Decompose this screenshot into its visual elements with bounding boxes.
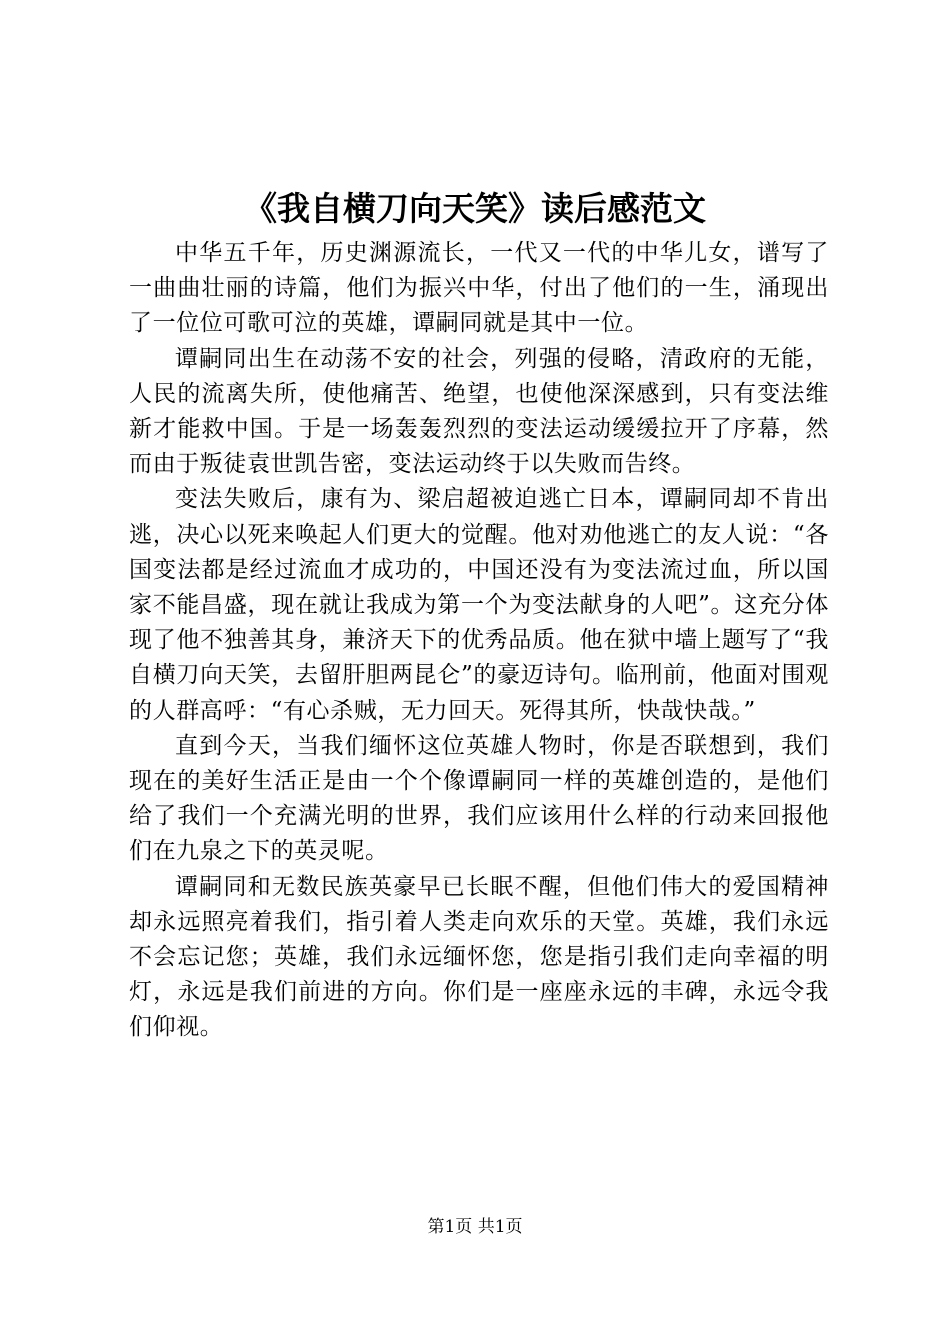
document-body <box>129 236 829 1046</box>
paragraph-3: 变法失败后，康有为、梁启超被迫逃亡日本，谭嗣同却不肯出逃，决心以死来唤起人们更大的觉醒。他对劝他逃亡的友人说：“各国变法都是经过流血才成功的，中国还没有为变法流过血，所以国家不能昌盛，现在就让我成为第一个为变法献身的人吧”。这充分体现了他不独善其身，兼济天下的优秀品质。他在狱中墙上题写了“我自横刀向天笑，去留肝胆两昆仑”的豪迈诗句。临刑前，他面对围观的人群高呼：“有心杀贼，无力回天。死得其所，快哉快哉。” <box>129 486 829 724</box>
paragraph-5: 谭嗣同和无数民族英豪早已长眠不醒，但他们伟大的爱国精神却永远照亮着我们，指引着人类走向欢乐的天堂。英雄，我们永远不会忘记您；英雄，我们永远缅怀您，您是指引我们走向幸福的明灯，永远是我们前进的方向。你们是一座座永远的丰碑，永远令我们仰视。 <box>129 873 829 1041</box>
page-number-footer: 第1页 共1页 <box>427 1217 523 1237</box>
paragraph-1: 中华五千年，历史渊源流长，一代又一代的中华儿女，谱写了一曲曲壮丽的诗篇，他们为振兴中华，付出了他们的一生，涌现出了一位位可歌可泣的英雄，谭嗣同就是其中一位。 <box>129 240 829 337</box>
paragraph-4: 直到今天，当我们缅怀这位英雄人物时，你是否联想到，我们现在的美好生活正是由一个个像谭嗣同一样的英雄创造的，是他们给了我们一个充满光明的世界，我们应该用什么样的行动来回报他们在九泉之下的英灵呢。 <box>129 732 829 865</box>
paragraph-2: 谭嗣同出生在动荡不安的社会，列强的侵略，清政府的无能，人民的流离失所，使他痛苦、绝望，也使他深深感到，只有变法维新才能救中国。于是一场轰轰烈烈的变法运动缓缓拉开了序幕，然而由于叛徒袁世凯告密，变法运动终于以失败而告终。 <box>129 345 829 478</box>
document-title: 《我自横刀向天笑》读后感范文 <box>244 189 706 228</box>
